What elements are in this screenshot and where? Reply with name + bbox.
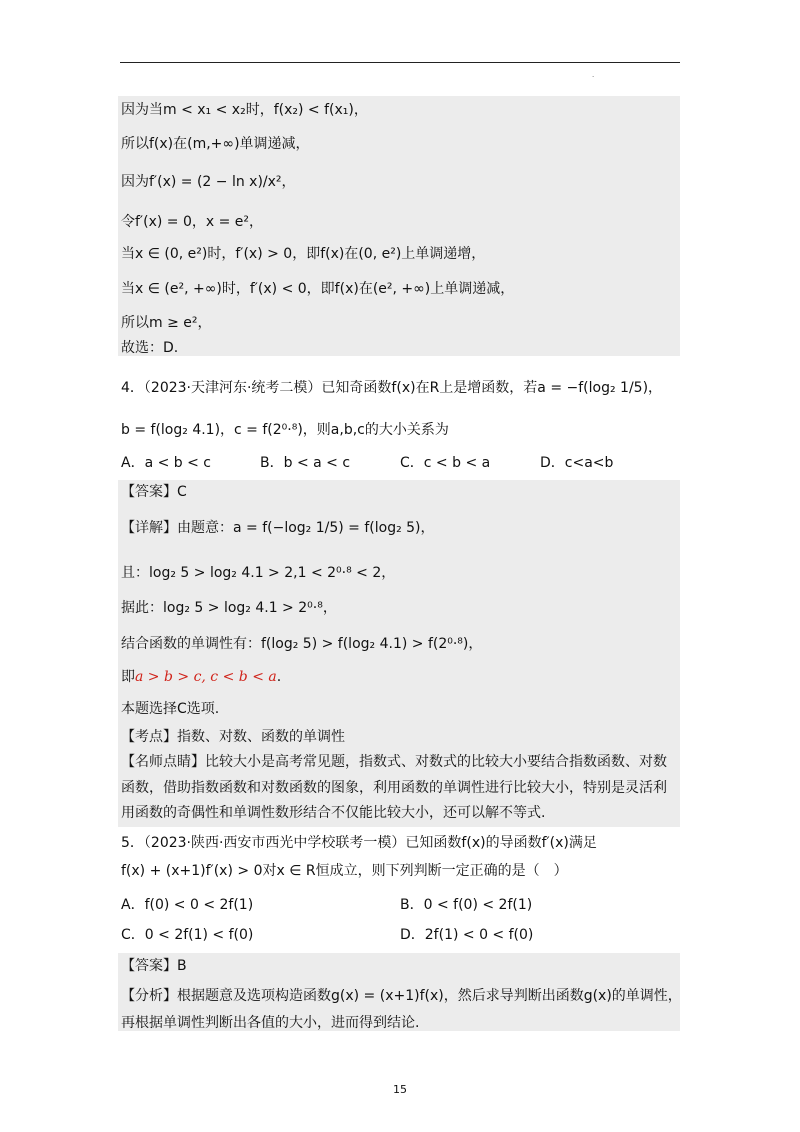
q4-option-c: C．c < b < a — [400, 455, 491, 471]
solution-line: 令f′(x) = 0，x = e²， — [121, 214, 263, 230]
q4-highlight: a > b > c, c < b < a — [135, 669, 277, 685]
q5-option-c: C．0 < 2f(1) < f(0) — [121, 927, 254, 943]
question-4-stem: 4．（2023·天津河东·统考二模）已知奇函数f(x)在R上是增函数，若a = −f(log₂ 1/5)， — [121, 380, 663, 396]
q4-option-b: B．b < a < c — [260, 455, 351, 471]
q4-detail-red-line — [121, 667, 281, 687]
solution-line: 当x ∈ (e², +∞)时，f′(x) < 0，即f(x)在(e², +∞)上单调递减， — [121, 281, 515, 297]
q4-detail-prefix: 即 — [121, 669, 135, 685]
q5-answer: 【答案】B — [121, 958, 187, 974]
q4-mingshi: 【名师点睛】比较大小是高考常见题，指数式、对数式的比较大小要结合指数函数、对数 — [121, 754, 667, 770]
q4-option-d: D．c<a<b — [540, 455, 614, 471]
q4-mingshi: 用函数的奇偶性和单调性数形结合不仅能比较大小，还可以解不等式. — [121, 805, 546, 821]
q5-option-d: D．2f(1) < 0 < f(0) — [400, 927, 534, 943]
q4-detail: 【详解】由题意：a = f(−log₂ 1/5) = f(log₂ 5)， — [121, 520, 435, 536]
q4-detail: 结合函数的单调性有：f(log₂ 5) > f(log₂ 4.1) > f(2⁰·⁸)， — [121, 636, 483, 652]
page-number: 15 — [393, 1083, 407, 1096]
q4-answer: 【答案】C — [121, 484, 187, 500]
solution-line: 当x ∈ (0, e²)时，f′(x) > 0，即f(x)在(0, e²)上单调递增， — [121, 246, 486, 262]
q4-option-a: A．a < b < c — [121, 455, 212, 471]
q4-detail: 且：log₂ 5 > log₂ 4.1 > 2,1 < 2⁰·⁸ < 2， — [121, 565, 396, 581]
question-4-stem-2: b = f(log₂ 4.1)，c = f(2⁰·⁸)，则a,b,c的大小关系为 — [121, 422, 449, 438]
q4-detail-suffix: . — [276, 669, 282, 685]
header-dot: . — [592, 71, 595, 79]
q4-mingshi: 函数，借助指数函数和对数函数的图象，利用函数的单调性进行比较大小，特别是灵活利 — [121, 780, 667, 796]
header-rule — [120, 62, 680, 63]
q5-option-a: A．f(0) < 0 < 2f(1) — [121, 897, 254, 913]
q5-analysis: 再根据单调性判断出各值的大小，进而得到结论. — [121, 1015, 420, 1031]
question-5-stem: 5．（2023·陕西·西安市西光中学校联考一模）已知函数f(x)的导函数f′(x)满足 — [121, 835, 597, 851]
q4-kaodian: 【考点】指数、对数、函数的单调性 — [121, 729, 345, 745]
q5-analysis: 【分析】根据题意及选项构造函数g(x) = (x+1)f(x)，然后求导判断出函数g(x)的单调性， — [121, 988, 682, 1004]
q5-option-b: B．0 < f(0) < 2f(1) — [400, 897, 533, 913]
question-5-stem-2: f(x) + (x+1)f′(x) > 0对x ∈ R恒成立，则下列判断一定正确的是（ ） — [121, 863, 568, 879]
solution-line: 故选：D. — [121, 340, 179, 356]
solution-line: 所以m ≥ e²， — [121, 315, 212, 331]
q4-detail: 据此：log₂ 5 > log₂ 4.1 > 2⁰·⁸， — [121, 600, 337, 616]
q4-detail: 本题选择C选项. — [121, 701, 220, 717]
solution-line: 因为当m < x₁ < x₂时，f(x₂) < f(x₁)， — [121, 102, 368, 118]
solution-line: 因为f′(x) = (2 − ln x)/x²， — [121, 174, 296, 190]
solution-line: 所以f(x)在(m,+∞)单调递减， — [121, 136, 310, 152]
